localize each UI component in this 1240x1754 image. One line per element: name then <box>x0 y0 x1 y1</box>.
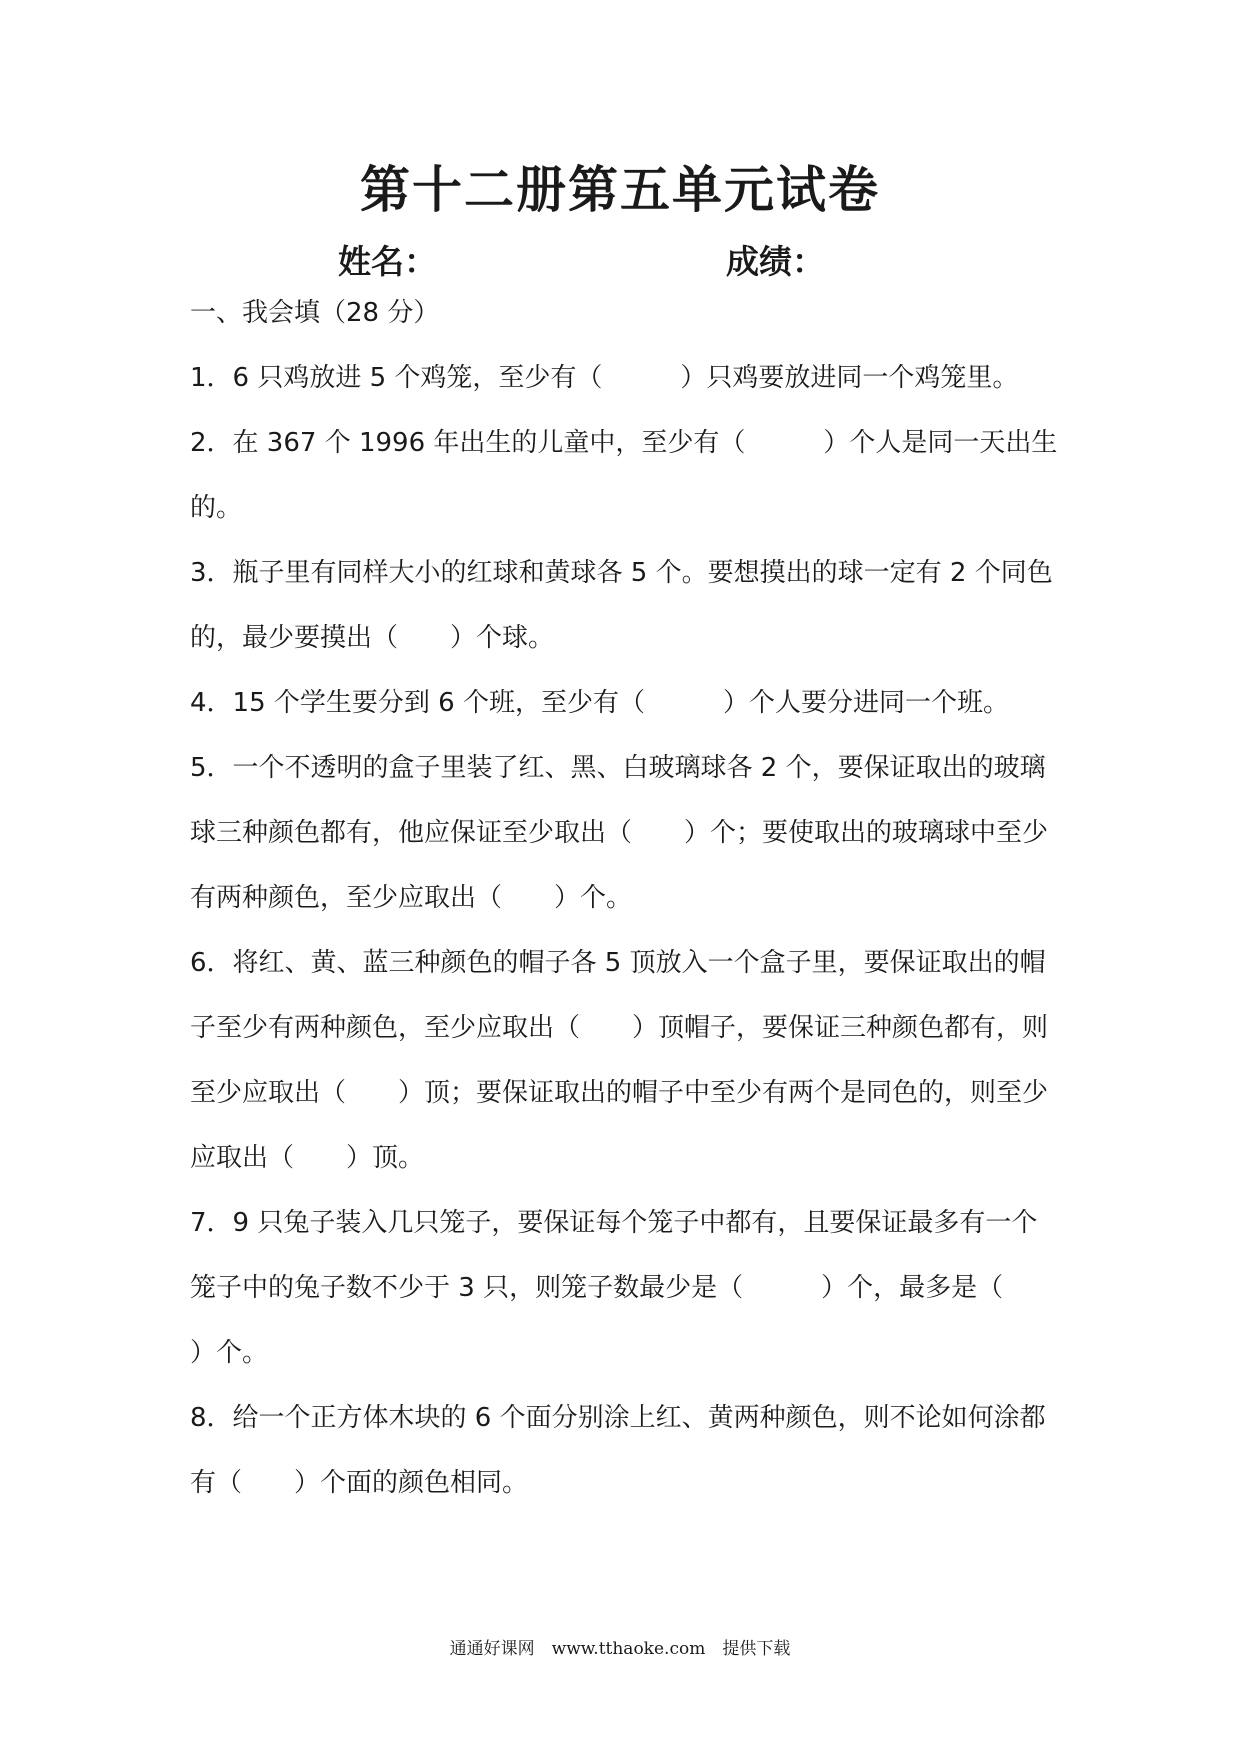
question-number: 7． <box>190 1208 233 1238</box>
question-number: 4． <box>190 688 233 718</box>
question-5 <box>190 736 1060 931</box>
question-number: 2． <box>190 428 233 458</box>
question-4 <box>190 671 1060 736</box>
section-heading: 一、我会填（28 分） <box>190 298 440 328</box>
page-title: 第十二册第五单元试卷 <box>360 160 880 219</box>
question-text: 在 367 个 1996 年出生的儿童中，至少有（ ）个人是同一天出生的。 <box>190 428 1058 523</box>
footer-source: 通通好课网 www.tthaoke.com 提供下载 <box>449 1639 791 1659</box>
question-text: 15 个学生要分到 6 个班，至少有（ ）个人要分进同一个班。 <box>232 688 1009 718</box>
question-text: 将红、黄、蓝三种颜色的帽子各 5 顶放入一个盒子里，要保证取出的帽子至少有两种颜色，至少应取出（ ）顶帽子，要保证三种颜色都有，则至少应取出（ ）顶；要保证取出的帽子中至少有两个是同色的，则至少应取出（ ）顶。 <box>190 948 1049 1173</box>
question-text: 9 只兔子装入几只笼子，要保证每个笼子中都有，且要保证最多有一个笼子中的兔子数不少于 3 只，则笼子数最少是（ ）个，最多是（ ）个。 <box>190 1208 1082 1368</box>
question-6 <box>190 931 1060 1191</box>
question-text: 6 只鸡放进 5 个鸡笼，至少有（ ）只鸡要放进同一个鸡笼里。 <box>232 363 1019 393</box>
question-number: 3． <box>190 558 233 588</box>
question-text: 一个不透明的盒子里装了红、黑、白玻璃球各 2 个，要保证取出的玻璃球三种颜色都有，他应保证至少取出（ ）个；要使取出的玻璃球中至少有两种颜色，至少应取出（ ）个。 <box>190 753 1049 913</box>
question-list <box>190 346 1082 1516</box>
question-2 <box>190 411 1060 541</box>
question-3 <box>190 541 1060 671</box>
name-label: 姓名： <box>338 242 437 281</box>
question-1 <box>190 346 1060 411</box>
question-text: 给一个正方体木块的 6 个面分别涂上红、黄两种颜色，则不论如何涂都有（ ）个面的颜色相同。 <box>190 1403 1046 1498</box>
question-text: 瓶子里有同样大小的红球和黄球各 5 个。要想摸出的球一定有 2 个同色的，最少要摸出（ ）个球。 <box>190 558 1053 653</box>
question-7 <box>190 1191 1082 1386</box>
question-number: 5． <box>190 753 233 783</box>
question-number: 8． <box>190 1403 233 1433</box>
question-8 <box>190 1386 1060 1516</box>
score-label: 成绩： <box>726 242 825 281</box>
question-number: 6． <box>190 948 233 978</box>
question-number: 1． <box>190 363 233 393</box>
